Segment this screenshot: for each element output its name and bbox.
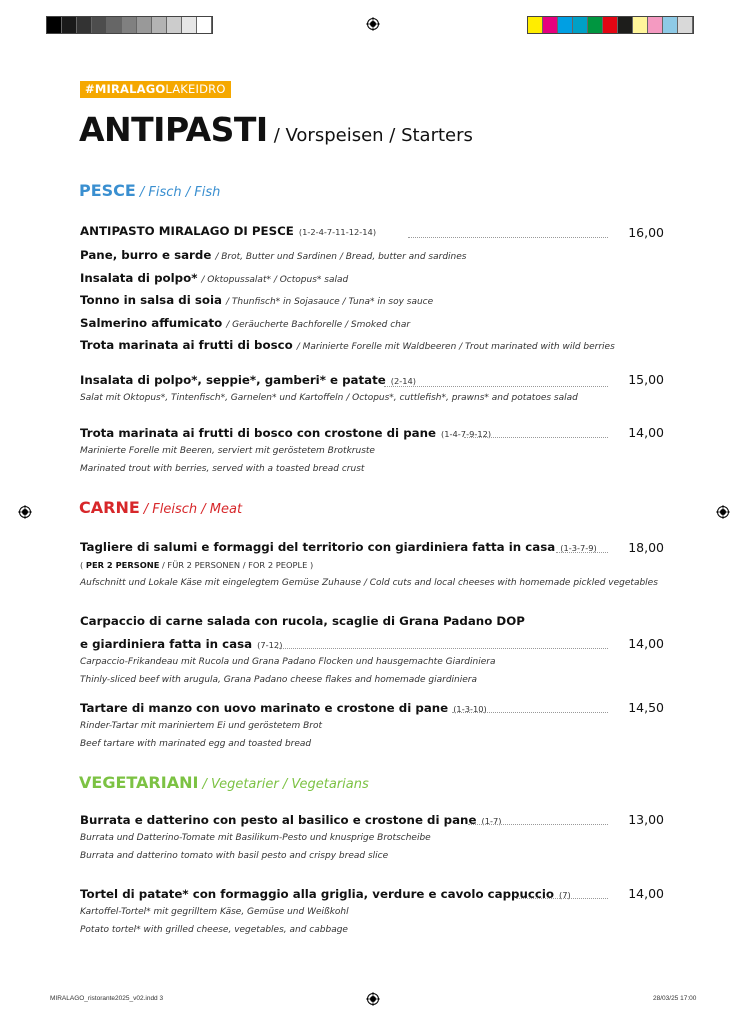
allergen-codes: (1-3-10)	[453, 704, 487, 714]
color-swatch	[678, 17, 693, 33]
color-swatch	[182, 17, 197, 33]
dish-desc-en: Potato tortel* with grilled cheese, vegetables, and cabbage	[80, 925, 348, 935]
dish-desc: Aufschnitt und Lokale Käse mit eingelegtem Gemüse Zuhause / Cold cuts and local cheeses with homemade pickled vegetables	[80, 578, 658, 588]
price: 14,00	[628, 425, 664, 440]
color-swatch	[122, 17, 137, 33]
dish-desc-de: Rinder-Tartar mit mariniertem Ei und geröstetem Brot	[80, 721, 323, 731]
dish-name: Pane, burro e sarde	[80, 248, 212, 262]
section-heading-meat	[79, 498, 242, 517]
dot-leader	[384, 386, 608, 387]
dish-desc: / Marinierte Forelle mit Waldbeeren / Trout marinated with wild berries	[296, 342, 615, 352]
color-swatch	[558, 17, 573, 33]
dot-leader	[408, 237, 608, 238]
menu-item-carpaccio-cont	[80, 637, 282, 651]
dish-name: ANTIPASTO MIRALAGO DI PESCE	[80, 224, 294, 238]
menu-item-trota	[80, 426, 491, 440]
dish-desc-en: Burrata and datterino tomato with basil pesto and crispy bread slice	[80, 851, 389, 861]
dish-name: Trota marinata ai frutti di bosco con crostone di pane	[80, 426, 437, 440]
title-sub: / Vorspeisen / Starters	[273, 125, 473, 146]
dish-desc-de: Carpaccio-Frikandeau mit Rucola und Grana Padano Flocken und hausgemachte Giardiniera	[80, 657, 496, 667]
price: 14,50	[628, 700, 664, 715]
color-swatch	[618, 17, 633, 33]
price: 15,00	[628, 372, 664, 387]
dish-desc-en: Marinated trout with berries, served with a toasted bread crust	[80, 464, 365, 474]
menu-item-carpaccio	[80, 614, 525, 628]
sub-item	[80, 271, 348, 285]
dish-desc-de: Marinierte Forelle mit Beeren, serviert mit geröstetem Brotkruste	[80, 446, 375, 456]
dish-name: Tartare di manzo con uovo marinato e crostone di pane	[80, 701, 449, 715]
color-swatch	[167, 17, 182, 33]
dish-desc: / Brot, Butter und Sardinen / Bread, butter and sardines	[215, 252, 467, 262]
hashtag-light: LAKEIDRO	[165, 82, 226, 96]
color-swatch	[137, 17, 152, 33]
dish-name: Insalata di polpo*	[80, 271, 198, 285]
menu-item-antipasto	[80, 224, 376, 238]
sub-item	[80, 316, 410, 330]
dish-name: Carpaccio di carne salada con rucola, scaglie di Grana Padano DOP	[80, 614, 525, 628]
color-swatch	[603, 17, 618, 33]
color-swatch	[107, 17, 122, 33]
dish-name: Insalata di polpo*, seppie*, gamberi* e patate	[80, 373, 386, 387]
color-swatch	[663, 17, 678, 33]
menu-item-tortel	[80, 887, 571, 901]
registration-mark-icon	[366, 992, 380, 1006]
allergen-codes: (1-7)	[481, 816, 502, 826]
dot-leader	[464, 437, 608, 438]
footer-filename: MIRALAGO_ristorante2025_v02.indd 3	[50, 995, 164, 1002]
dish-desc-de: Burrata und Datterino-Tomate mit Basilikum-Pesto und knusprige Brotscheibe	[80, 833, 431, 843]
dot-leader	[452, 712, 608, 713]
price: 18,00	[628, 540, 664, 555]
dot-leader	[556, 552, 608, 553]
menu-item-tartare	[80, 701, 487, 715]
color-swatch	[648, 17, 663, 33]
title-main: ANTIPASTI	[79, 110, 268, 149]
price: 14,00	[628, 886, 664, 901]
dish-name: Burrata e datterino con pesto al basilico e crostone di pane	[80, 813, 477, 827]
cmyk-color-bar	[527, 16, 694, 34]
dish-desc-en: Thinly-sliced beef with arugula, Grana Padano cheese flakes and homemade giardiniera	[80, 675, 478, 685]
dish-desc: Salat mit Oktopus*, Tintenfisch*, Garnelen* und Kartoffeln / Octopus*, cuttlefish*, prawns* and potatoes salad	[80, 393, 578, 403]
dot-leader	[277, 648, 608, 649]
section-head: PESCE	[79, 181, 136, 200]
color-swatch	[528, 17, 543, 33]
hashtag-bold: #MIRALAGO	[85, 82, 166, 96]
section-head: VEGETARIANI	[79, 773, 199, 792]
menu-item-burrata	[80, 813, 501, 827]
section-trans: / Vegetarier / Vegetarians	[202, 777, 369, 792]
dish-name: Tortel di patate* con formaggio alla griglia, verdure e cavolo cappuccio	[80, 887, 555, 901]
color-swatch	[197, 17, 212, 33]
dish-name: Tonno in salsa di soia	[80, 293, 222, 307]
sub-item	[80, 248, 466, 262]
dish-desc-de: Kartoffel-Tortel* mit gegrilltem Käse, Gemüse und Weißkohl	[80, 907, 349, 917]
dot-leader	[468, 824, 608, 825]
note-open: (	[80, 560, 84, 570]
dish-desc-en: Beef tartare with marinated egg and toasted bread	[80, 739, 312, 749]
color-swatch	[573, 17, 588, 33]
registration-mark-icon	[366, 17, 380, 31]
color-swatch	[62, 17, 77, 33]
allergen-codes: (1-3-7-9)	[560, 543, 597, 553]
dot-leader	[516, 898, 608, 899]
section-trans: / Fleisch / Meat	[143, 502, 243, 517]
menu-item-insalata	[80, 373, 416, 387]
note-rest: / FÜR 2 PERSONEN / FOR 2 PEOPLE )	[159, 560, 314, 570]
color-swatch	[543, 17, 558, 33]
footer-date: 28/03/25 17:00	[653, 995, 697, 1002]
allergen-codes: (7-12)	[257, 640, 283, 650]
sub-item	[80, 338, 615, 352]
allergen-codes: (7)	[559, 890, 571, 900]
hashtag-badge	[80, 81, 231, 98]
price: 16,00	[628, 225, 664, 240]
dish-desc: / Geräucherte Bachforelle / Smoked char	[226, 320, 411, 330]
price: 13,00	[628, 812, 664, 827]
allergen-codes: (1-2-4-7-11-12-14)	[298, 227, 377, 237]
sub-item	[80, 293, 433, 307]
dish-desc: / Oktopussalat* / Octopus* salad	[201, 275, 349, 285]
portion-note	[80, 560, 313, 570]
dish-name: Trota marinata ai frutti di bosco	[80, 338, 293, 352]
dish-name: Salmerino affumicato	[80, 316, 223, 330]
allergen-codes: (1-4-7-9-12)	[441, 429, 492, 439]
price: 14,00	[628, 636, 664, 651]
color-swatch	[92, 17, 107, 33]
section-heading-fish	[79, 181, 220, 200]
menu-item-tagliere	[80, 540, 597, 554]
color-swatch	[152, 17, 167, 33]
registration-mark-icon	[716, 505, 730, 519]
registration-mark-icon	[18, 505, 32, 519]
color-swatch	[47, 17, 62, 33]
dish-name: Tagliere di salumi e formaggi del territorio con giardiniera fatta in casa	[80, 540, 556, 554]
dish-name-cont: e giardiniera fatta in casa	[80, 637, 253, 651]
section-trans: / Fisch / Fish	[139, 185, 221, 200]
gray-color-bar	[46, 16, 213, 34]
color-swatch	[633, 17, 648, 33]
allergen-codes: (2-14)	[390, 376, 417, 386]
section-head: CARNE	[79, 498, 140, 517]
note-bold: PER 2 PERSONE	[85, 560, 160, 570]
color-swatch	[588, 17, 603, 33]
color-swatch	[77, 17, 92, 33]
dish-desc: / Thunfisch* in Sojasauce / Tuna* in soy sauce	[225, 297, 434, 307]
section-heading-veg	[79, 773, 369, 792]
page-title	[79, 110, 473, 149]
